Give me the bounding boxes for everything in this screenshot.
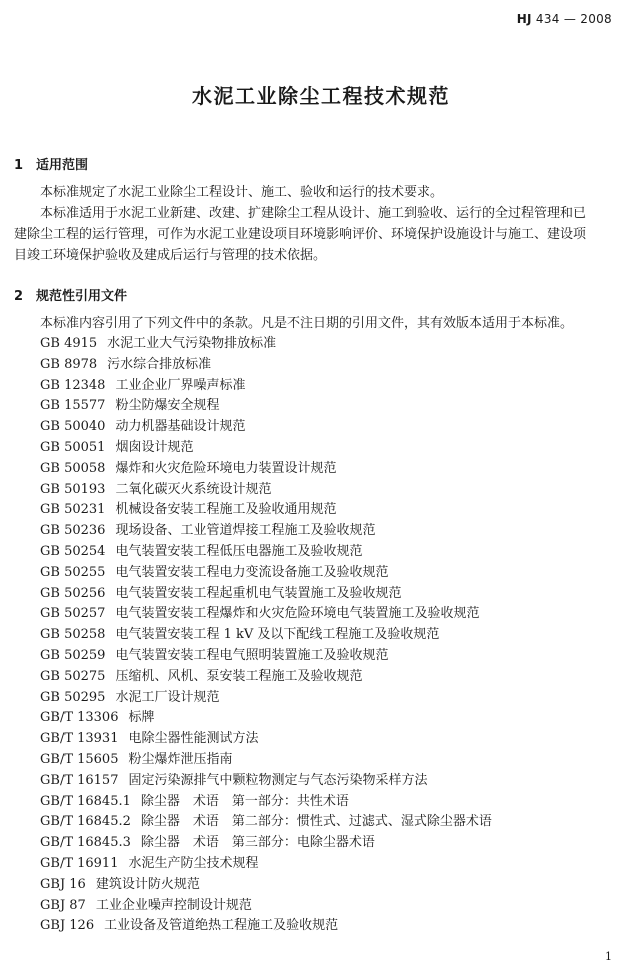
page-number: 1 (605, 950, 612, 963)
reference-title: 电气装置安装工程低压电器施工及验收规范 (115, 543, 363, 559)
reference-title: 烟囱设计规范 (115, 439, 194, 455)
reference-item (40, 875, 492, 896)
reference-item (40, 708, 492, 729)
reference-list (40, 334, 492, 937)
reference-code: GB 50236 (40, 523, 106, 539)
reference-title: 现场设备、工业管道焊接工程施工及验收规范 (115, 523, 376, 539)
reference-item (40, 729, 492, 750)
reference-item (40, 542, 492, 563)
reference-item (40, 896, 492, 917)
reference-code: GB 50258 (40, 627, 106, 643)
reference-title: 电气装置安装工程爆炸和火灾危险环境电气装置施工及验收规范 (115, 606, 480, 622)
reference-code: GB/T 16845.3 (40, 835, 131, 851)
reference-title: 建筑设计防火规范 (95, 876, 200, 892)
reference-code: GB 50058 (40, 460, 106, 476)
document-title: 水泥工业除尘工程技术规范 (192, 84, 450, 108)
reference-title: 标牌 (128, 710, 155, 726)
reference-code: GB/T 15605 (40, 751, 119, 767)
standard-code-number: 434 — 2008 (535, 12, 612, 26)
reference-code: GB 12348 (40, 377, 106, 393)
standard-code (517, 12, 612, 26)
section-2-intro (14, 313, 628, 334)
reference-item (40, 584, 492, 605)
reference-item (40, 771, 492, 792)
reference-code: GB/T 13306 (40, 710, 119, 726)
paragraph-line: 建除尘工程的运行管理，可作为水泥工业建设项目环境影响评价、环境保护设施设计与施工、建设项 (14, 227, 587, 242)
reference-item (40, 833, 492, 854)
reference-code: GB 50295 (40, 689, 106, 705)
reference-code: GB/T 16845.2 (40, 814, 131, 830)
reference-item (40, 792, 492, 813)
section-number: 2 (14, 289, 24, 304)
reference-title: 污水综合排放标准 (107, 356, 212, 372)
reference-title: 电气装置安装工程电力变流设备施工及验收规范 (115, 564, 389, 580)
reference-code: GB 50231 (40, 502, 106, 518)
reference-item (40, 521, 492, 542)
reference-item (40, 355, 492, 376)
reference-code: GB 8978 (40, 356, 98, 372)
reference-title: 固定污染源排气中颗粒物测定与气态污染物采样方法 (128, 772, 428, 788)
reference-title: 动力机器基础设计规范 (115, 419, 246, 435)
reference-title: 电气装置安装工程 1 kV 及以下配线工程施工及验收规范 (115, 627, 440, 643)
reference-item (40, 812, 492, 833)
reference-title: 机械设备安装工程施工及验收通用规范 (115, 502, 337, 518)
reference-title: 除尘器 术语 第二部分：惯性式、过滤式、湿式除尘器术语 (140, 814, 492, 830)
reference-title: 爆炸和火灾危险环境电力装置设计规范 (115, 460, 337, 476)
paragraph-line: 本标准内容引用了下列文件中的条款。凡是不注日期的引用文件，其有效版本适用于本标准。 (40, 316, 574, 331)
paragraph-line: 目竣工环境保护验收及建成后运行与管理的技术依据。 (14, 248, 327, 263)
reference-item (40, 625, 492, 646)
reference-item (40, 688, 492, 709)
section-1-heading (14, 154, 88, 173)
reference-title: 水泥工厂设计规范 (115, 689, 220, 705)
reference-item (40, 563, 492, 584)
reference-title: 电气装置安装工程起重机电气装置施工及验收规范 (115, 585, 402, 601)
reference-code: GB/T 16845.1 (40, 793, 131, 809)
reference-item (40, 604, 492, 625)
reference-code: GBJ 87 (40, 897, 86, 913)
reference-title: 水泥生产防尘技术规程 (128, 855, 259, 871)
reference-code: GB 50051 (40, 439, 106, 455)
reference-code: GB 50256 (40, 585, 106, 601)
reference-title: 压缩机、风机、泵安装工程施工及验收规范 (115, 668, 363, 684)
reference-title: 粉尘防爆安全规程 (115, 398, 220, 414)
reference-item (40, 500, 492, 521)
paragraph-line: 本标准规定了水泥工业除尘工程设计、施工、验收和运行的技术要求。 (40, 185, 444, 200)
reference-title: 电除尘器性能测试方法 (128, 731, 259, 747)
reference-title: 电气装置安装工程电气照明装置施工及验收规范 (115, 647, 389, 663)
reference-code: GB 4915 (40, 336, 98, 351)
reference-code: GB 50255 (40, 564, 106, 580)
section-2-heading (14, 285, 127, 304)
section-1-body (14, 182, 628, 266)
reference-code: GB 50193 (40, 481, 106, 497)
reference-title: 工业设备及管道绝热工程施工及验收规范 (104, 918, 339, 934)
reference-title: 工业企业噪声控制设计规范 (95, 897, 252, 913)
reference-item (40, 334, 492, 355)
section-title: 适用范围 (36, 158, 89, 173)
standard-code-prefix: HJ (516, 12, 532, 26)
paragraph-line: 本标准适用于水泥工业新建、改建、扩建除尘工程从设计、施工到验收、运行的全过程管理和已 (40, 206, 587, 221)
reference-title: 粉尘爆炸泄压指南 (128, 751, 233, 767)
reference-code: GB 50254 (40, 543, 106, 559)
section-number: 1 (14, 158, 24, 173)
reference-title: 二氧化碳灭火系统设计规范 (115, 481, 272, 497)
reference-code: GBJ 16 (40, 876, 86, 892)
reference-code: GB 50259 (40, 647, 106, 663)
reference-item (40, 376, 492, 397)
reference-code: GB 50257 (40, 606, 106, 622)
reference-title: 除尘器 术语 第三部分：电除尘器术语 (140, 835, 375, 851)
reference-item (40, 854, 492, 875)
reference-code: GB 50275 (40, 668, 106, 684)
reference-item (40, 750, 492, 771)
reference-code: GB/T 16911 (40, 855, 119, 871)
reference-code: GB/T 13931 (40, 731, 119, 747)
reference-item (40, 417, 492, 438)
reference-item (40, 916, 492, 937)
reference-title: 水泥工业大气污染物排放标准 (107, 336, 277, 351)
reference-item (40, 459, 492, 480)
reference-title: 工业企业厂界噪声标准 (115, 377, 246, 393)
reference-item (40, 438, 492, 459)
reference-item (40, 646, 492, 667)
reference-item (40, 667, 492, 688)
reference-title: 除尘器 术语 第一部分：共性术语 (140, 793, 349, 809)
reference-item (40, 396, 492, 417)
reference-item (40, 480, 492, 501)
section-title: 规范性引用文件 (36, 289, 128, 304)
reference-code: GB/T 16157 (40, 772, 119, 788)
reference-code: GBJ 126 (40, 918, 95, 934)
reference-code: GB 50040 (40, 419, 106, 435)
reference-code: GB 15577 (40, 398, 106, 414)
